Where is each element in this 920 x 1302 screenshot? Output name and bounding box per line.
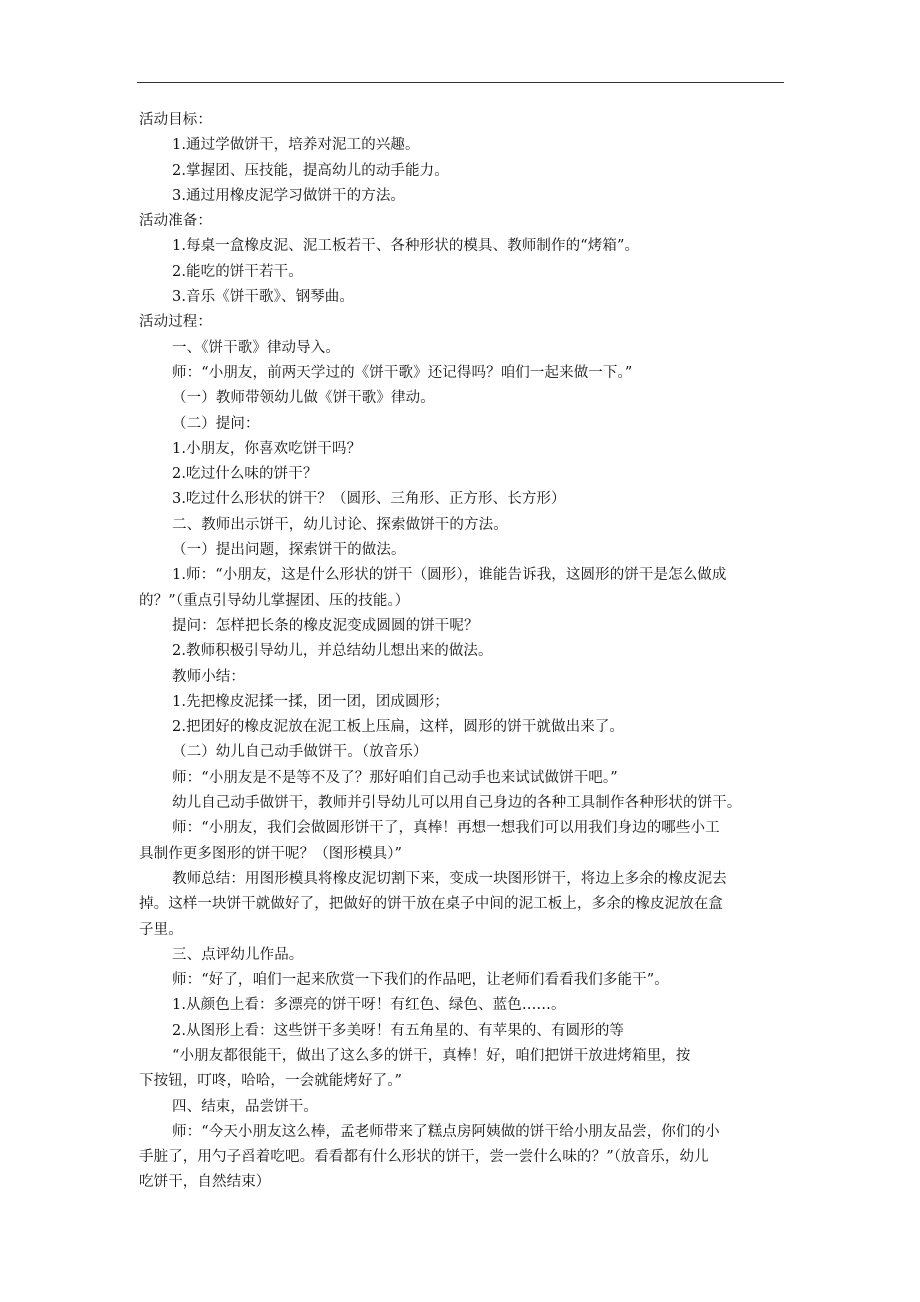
text-line: 四、结束，品尝饼干。 <box>172 1098 318 1115</box>
document-body <box>139 108 785 1196</box>
text-line: 吃饼干，自然结束） <box>139 1174 271 1191</box>
text-line: 幼儿自己动手做饼干，教师并引导幼儿可以用自己身边的各种工具制作各种形状的饼干。 <box>172 795 742 812</box>
text-line: 具制作更多图形的饼干呢？（图形模具）” <box>139 845 403 862</box>
text-line: 2.能吃的饼干若干。 <box>172 263 303 280</box>
text-line: 活动目标： <box>139 112 212 128</box>
text-line: “小朋友都很能干，做出了这么多的饼干，真棒！好，咱们把饼干放进烤箱里，按 <box>172 1047 691 1064</box>
text-line: 1.每桌一盒橡皮泥、泥工板若干、各种形状的模具、教师制作的“烤箱”。 <box>172 238 640 255</box>
text-line: 2.从图形上看：这些饼干多美呀！有五角星的、有苹果的、有圆形的等 <box>172 1022 625 1039</box>
text-line: 提问：怎样把长条的橡皮泥变成圆圆的饼干呢？ <box>172 617 479 634</box>
text-line: 教师总结：用图形模具将橡皮泥切割下来，变成一块图形饼干，将边上多余的橡皮泥去 <box>172 870 727 887</box>
text-line: 2.掌握团、压技能，提高幼儿的动手能力。 <box>172 162 449 179</box>
text-line: （一）提出问题，探索饼干的做法。 <box>172 542 406 559</box>
text-line: 活动准备： <box>139 213 212 230</box>
text-line: 2.教师积极引导幼儿，并总结幼儿想出来的做法。 <box>172 643 493 660</box>
text-line: 二、教师出示饼干，幼儿讨论、探索做饼干的方法。 <box>172 516 508 533</box>
text-line: 1.先把橡皮泥揉一揉，团一团，团成圆形； <box>172 693 449 710</box>
text-line: 教师小结： <box>172 668 245 685</box>
text-line: 3.通过用橡皮泥学习做饼干的方法。 <box>172 187 406 204</box>
text-line: 活动过程： <box>139 314 212 331</box>
text-line: 掉。这样一块饼干就做好了，把做好的饼干放在桌子中间的泥工板上，多余的橡皮泥放在盒 <box>139 896 723 913</box>
text-line: 1.小朋友，你喜欢吃饼干吗？ <box>172 440 362 457</box>
text-line: 师：“今天小朋友这么棒，孟老师带来了糕点房阿姨做的饼干给小朋友品尝，你们的小 <box>172 1123 720 1140</box>
text-line: 手脏了，用勺子舀着吃吧。看看都有什么形状的饼干，尝一尝什么味的？”（放音乐，幼儿 <box>139 1149 709 1166</box>
text-line: 师：“小朋友是不是等不及了？那好咱们自己动手也来试试做饼干吧。” <box>172 769 618 786</box>
text-line: （一）教师带领幼儿做《饼干歌》律动。 <box>172 390 435 407</box>
text-line: 3.吃过什么形状的饼干？（圆形、三角形、正方形、长方形） <box>172 491 566 508</box>
header-rule <box>137 82 784 83</box>
text-line: （二）幼儿自己动手做饼干。（放音乐） <box>172 744 428 761</box>
text-line: 1.从颜色上看：多漂亮的饼干呀！有红色、绿色、蓝色……。 <box>172 997 566 1014</box>
text-line: 2.吃过什么味的饼干？ <box>172 466 318 483</box>
text-line: 1.通过学做饼干，培养对泥工的兴趣。 <box>172 137 420 154</box>
text-line: 1.师：“小朋友，这是什么形状的饼干（圆形），谁能告诉我，这圆形的饼干是怎么做成 <box>172 567 727 584</box>
text-line: 师：“小朋友，我们会做圆形饼干了，真棒！再想一想我们可以用我们身边的哪些小工 <box>172 820 720 837</box>
text-line: 师：“好了，咱们一起来欣赏一下我们的作品吧，让老师们看看我们多能干”。 <box>172 972 669 989</box>
text-line: 三、点评幼儿作品。 <box>172 946 304 963</box>
text-line: 下按钮，叮咚，哈哈，一会就能烤好了。” <box>139 1073 403 1090</box>
text-line: （二）提问： <box>172 415 260 432</box>
text-line: 3.音乐《饼干歌》、钢琴曲。 <box>172 289 354 306</box>
text-line: 2.把团好的橡皮泥放在泥工板上压扁，这样，圆形的饼干就做出来了。 <box>172 719 625 736</box>
text-line: 子里。 <box>139 921 183 938</box>
text-line: 的？”（重点引导幼儿掌握团、压的技能。） <box>139 592 410 609</box>
text-line: 一、《饼干歌》律动导入。 <box>172 339 340 356</box>
text-line: 师：“小朋友，前两天学过的《饼干歌》还记得吗？咱们一起来做一下。” <box>172 364 633 381</box>
